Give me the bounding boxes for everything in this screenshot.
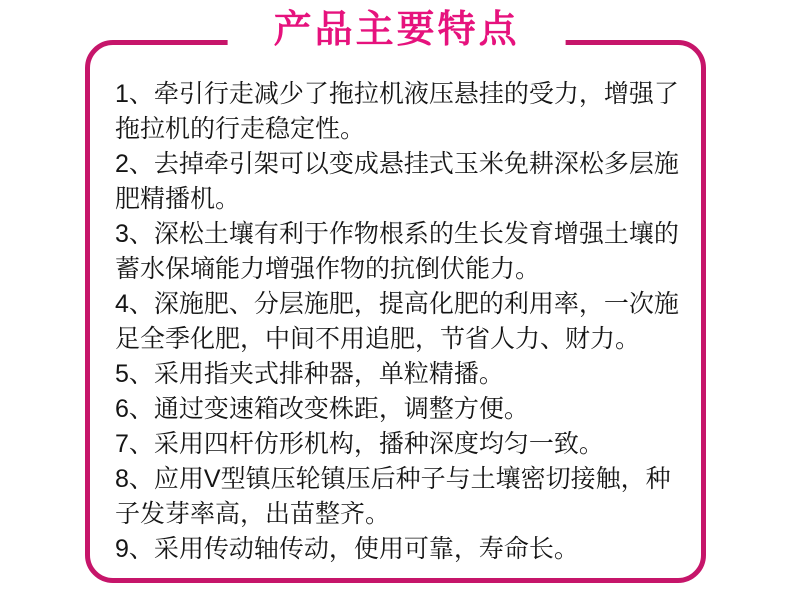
feature-item-2: 2、去掉牵引架可以变成悬挂式玉米免耕深松多层施肥精播机。: [115, 150, 679, 213]
feature-item-8: 8、应用V型镇压轮镇压后种子与土壤密切接触，种子发芽率高，出苗整齐。: [115, 465, 671, 528]
feature-item-9: 9、采用传动轴传动，使用可靠，寿命长。: [115, 535, 579, 563]
feature-item-3: 3、深松土壤有利于作物根系的生长发育增强土壤的蓄水保墒能力增强作物的抗倒伏能力。: [115, 220, 679, 283]
feature-item-5: 5、采用指夹式排种器，单粒精播。: [115, 360, 504, 388]
feature-item-6: 6、通过变速箱改变株距，调整方便。: [115, 395, 529, 423]
feature-item-1: 1、牵引行走减少了拖拉机液压悬挂的受力，增强了拖拉机的行走稳定性。: [115, 80, 679, 143]
feature-item-7: 7、采用四杆仿形机构，播种深度均匀一致。: [115, 430, 604, 458]
feature-item-4: 4、深施肥、分层施肥，提高化肥的利用率，一次施足全季化肥，中间不用追肥，节省人力、财力。: [115, 290, 679, 353]
feature-list: [90, 45, 706, 567]
page-title: 产品主要特点: [228, 6, 566, 54]
